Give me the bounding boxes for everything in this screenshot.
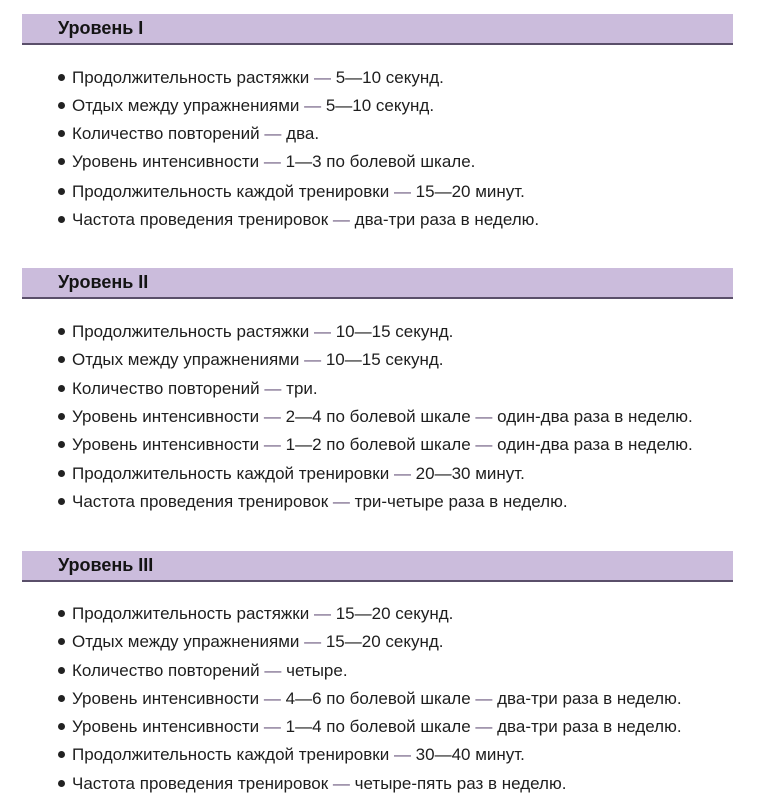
list-item <box>58 460 525 488</box>
dash: — <box>304 96 322 115</box>
dash: — <box>263 435 281 454</box>
item-label: Количество повторений <box>72 379 260 398</box>
item-value: 30—40 минут. <box>415 745 525 764</box>
list-item <box>58 741 525 769</box>
list-item <box>58 403 693 431</box>
bullet-icon <box>58 385 65 392</box>
item-value: 15—20 минут. <box>415 182 525 201</box>
item-label: Уровень интенсивности <box>72 435 260 454</box>
bullet-icon <box>58 413 65 420</box>
item-value: четыре-пять раз в неделю. <box>354 774 567 793</box>
item-value: 10—15 секунд. <box>325 350 444 369</box>
item-label: Продолжительность растяжки <box>72 322 310 341</box>
dash: — <box>264 661 282 680</box>
item-value-2: один-два раза в неделю. <box>497 435 693 454</box>
list-item <box>58 148 475 176</box>
section-header <box>22 551 733 582</box>
list-item <box>58 431 693 459</box>
item-label: Уровень интенсивности <box>72 407 260 426</box>
bullet-icon <box>58 695 65 702</box>
dash: — <box>304 350 322 369</box>
dash: — <box>475 689 493 708</box>
item-value: четыре. <box>286 661 348 680</box>
item-value: 15—20 секунд. <box>335 604 454 623</box>
item-value-2: два-три раза в неделю. <box>497 717 682 736</box>
list-item <box>58 206 539 234</box>
item-label: Продолжительность каждой тренировки <box>72 464 390 483</box>
dash: — <box>264 379 282 398</box>
bullet-icon <box>58 751 65 758</box>
list-item <box>58 318 453 346</box>
item-value: 5—10 секунд. <box>335 68 444 87</box>
dash: — <box>475 407 493 426</box>
item-label: Отдых между упражнениями <box>72 96 300 115</box>
section-title: Уровень I <box>58 18 144 38</box>
item-value-2: один-два раза в неделю. <box>497 407 693 426</box>
dash: — <box>313 322 331 341</box>
list-item <box>58 770 566 798</box>
dash: — <box>393 182 411 201</box>
list-item <box>58 346 444 374</box>
bullet-icon <box>58 216 65 223</box>
item-value: 1—2 по болевой шкале <box>285 435 471 454</box>
item-label: Уровень интенсивности <box>72 717 260 736</box>
dash: — <box>475 435 493 454</box>
dash: — <box>264 124 282 143</box>
dash: — <box>313 68 331 87</box>
item-value: 4—6 по болевой шкале <box>285 689 471 708</box>
dash: — <box>475 717 493 736</box>
dash: — <box>263 407 281 426</box>
dash: — <box>263 689 281 708</box>
dash: — <box>393 464 411 483</box>
bullet-icon <box>58 470 65 477</box>
item-label: Частота проведения тренировок <box>72 210 329 229</box>
list-item <box>58 178 525 206</box>
item-value: три-четыре раза в неделю. <box>354 492 568 511</box>
section-title: Уровень II <box>58 272 149 292</box>
item-label: Отдых между упражнениями <box>72 632 300 651</box>
item-value: 20—30 минут. <box>415 464 525 483</box>
item-label: Продолжительность каждой тренировки <box>72 182 390 201</box>
item-value: 1—4 по болевой шкале <box>285 717 471 736</box>
item-label: Отдых между упражнениями <box>72 350 300 369</box>
bullet-icon <box>58 667 65 674</box>
list-item <box>58 488 568 516</box>
bullet-icon <box>58 441 65 448</box>
item-label: Продолжительность растяжки <box>72 68 310 87</box>
item-label: Уровень интенсивности <box>72 152 260 171</box>
bullet-icon <box>58 610 65 617</box>
item-value-2: два-три раза в неделю. <box>497 689 682 708</box>
list-item <box>58 64 444 92</box>
dash: — <box>332 210 350 229</box>
section-title: Уровень III <box>58 555 154 575</box>
list-item <box>58 628 444 656</box>
list-item <box>58 92 434 120</box>
bullet-icon <box>58 498 65 505</box>
item-label: Частота проведения тренировок <box>72 492 329 511</box>
list-item <box>58 713 682 741</box>
item-label: Частота проведения тренировок <box>72 774 329 793</box>
list-item <box>58 600 453 628</box>
dash: — <box>332 492 350 511</box>
bullet-icon <box>58 158 65 165</box>
list-item <box>58 657 348 685</box>
list-item <box>58 120 319 148</box>
bullet-icon <box>58 356 65 363</box>
list-item <box>58 685 682 713</box>
item-label: Количество повторений <box>72 124 260 143</box>
section-header <box>22 268 733 299</box>
dash: — <box>332 774 350 793</box>
item-value: 2—4 по болевой шкале <box>285 407 471 426</box>
bullet-icon <box>58 74 65 81</box>
section-header <box>22 14 733 45</box>
item-label: Продолжительность растяжки <box>72 604 310 623</box>
item-label: Продолжительность каждой тренировки <box>72 745 390 764</box>
bullet-icon <box>58 188 65 195</box>
bullet-icon <box>58 780 65 787</box>
item-value: три. <box>286 379 318 398</box>
bullet-icon <box>58 638 65 645</box>
dash: — <box>393 745 411 764</box>
dash: — <box>313 604 331 623</box>
dash: — <box>304 632 322 651</box>
list-item <box>58 375 318 403</box>
dash: — <box>263 717 281 736</box>
item-value: 5—10 секунд. <box>325 96 435 115</box>
bullet-icon <box>58 130 65 137</box>
bullet-icon <box>58 723 65 730</box>
dash: — <box>263 152 281 171</box>
item-label: Уровень интенсивности <box>72 689 260 708</box>
item-value: два. <box>286 124 320 143</box>
bullet-icon <box>58 328 65 335</box>
bullet-icon <box>58 102 65 109</box>
item-value: 10—15 секунд. <box>335 322 454 341</box>
item-value: 15—20 секунд. <box>325 632 444 651</box>
item-value: два-три раза в неделю. <box>354 210 540 229</box>
item-value: 1—3 по болевой шкале. <box>285 152 476 171</box>
item-label: Количество повторений <box>72 661 260 680</box>
